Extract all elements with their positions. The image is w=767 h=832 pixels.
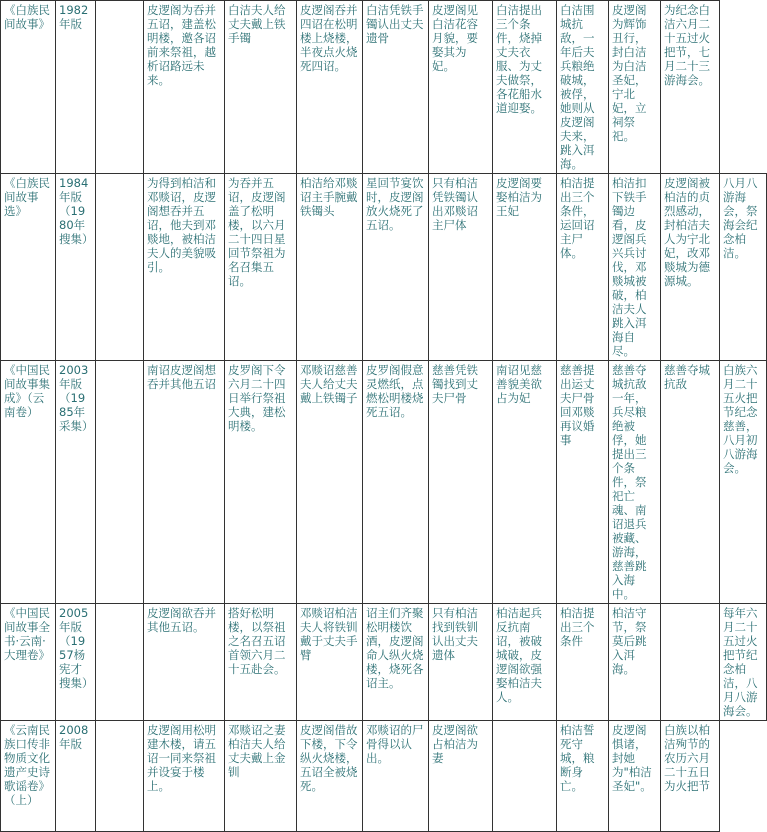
table-cell: 皮逻阁用松明建木楼，请五诏一同来祭祖并设宴于楼上。: [144, 721, 225, 832]
table-cell: 《白族民间故事》: [1, 1, 56, 174]
table-cell: 2005年版（1957杨宪才搜集）: [56, 604, 96, 721]
table-cell: 皮逻阁见白洁花容月貌，要娶其为妃。: [429, 1, 493, 174]
table-cell: [493, 721, 557, 832]
table-cell: 为吞并五诏，皮逻阁盖了松明楼，以六月二十四日星回节祭祖为名召集五诏。: [225, 174, 297, 361]
table-cell: 为得到柏洁和邓赕诏，皮逻阁想吞并五诏，他夫到邓赕地，被柏洁夫人的美貌吸引。: [144, 174, 225, 361]
table-cell: 皮逻阁被柏洁的贞烈感动，封柏洁夫人为宁北妃，改邓赕城为德源城。: [661, 174, 720, 361]
table-cell: 皮逻阁欲吞并其他五诏。: [144, 604, 225, 721]
table-row: [1, 721, 767, 832]
table-cell: 八月八游海会，祭海会纪念柏洁。: [720, 174, 767, 361]
table-cell: 1982年版: [56, 1, 96, 174]
table-cell: 皮罗阁假意灵燃纸，点燃松明楼烧死五诏。: [363, 361, 429, 604]
table-cell: 星回节宴饮时，皮逻阁放火烧死了五诏。: [363, 174, 429, 361]
table-cell: 柏洁提出三个条件，运回诏主尸体。: [557, 174, 609, 361]
table-cell: 白族以柏洁殉节的农历六月二十五日为火把节: [661, 721, 720, 832]
table-cell: 白洁围城抗敌，一年后夫兵粮绝破城，被俘，她则从皮逻阁夫来，跳入洱海。: [557, 1, 609, 174]
table-cell: 邓赕诏之妻柏洁夫人给丈夫戴上金钏: [225, 721, 297, 832]
table-cell: 南诏见慈善貌美欲占为妃: [493, 361, 557, 604]
table-cell: 柏洁守节，祭莫后跳入洱海。: [609, 604, 661, 721]
table-cell: 柏洁起兵反抗南诏，被破城破，皮逻阁欲强娶柏洁夫人。: [493, 604, 557, 721]
table-cell: 皮逻阁为辉饰丑行，封白洁为白洁圣妃，宁北妃，立祠祭祀。: [609, 1, 661, 174]
table-cell: 《白族民间故事选》: [1, 174, 56, 361]
table-cell: 邓赕诏慈善夫人给丈夫戴上铁镯子: [297, 361, 363, 604]
table-cell: [96, 361, 144, 604]
table-cell: [96, 721, 144, 832]
table-cell: 只有柏洁凭铁镯认出邓赕诏主尸体: [429, 174, 493, 361]
table-cell: [96, 1, 144, 174]
table-cell: 慈善凭铁镯找到丈夫尸骨: [429, 361, 493, 604]
table-cell: 皮逻阁欲占柏洁为妻: [429, 721, 493, 832]
table-row: [1, 1, 767, 174]
table-cell: 慈善夺城抗敌: [661, 361, 720, 604]
table-cell: 《中国民间故事集成》（云南卷）: [1, 361, 56, 604]
table-cell: 诏主们齐聚松明楼饮酒，皮逻阁命人纵火烧楼，烧死各诏主。: [363, 604, 429, 721]
table-cell: 2003年版（1985年采集）: [56, 361, 96, 604]
table-cell: [96, 604, 144, 721]
table-cell: 搭好松明楼，以祭祖之名召五诏首领六月二十五赴会。: [225, 604, 297, 721]
table-cell: 白洁提出三个条件，烧掉丈夫衣服、为丈夫做祭，各花船水道迎娶。: [493, 1, 557, 174]
table-cell: 皮逻阁为吞并五诏，建盖松明楼，邀各诏前来祭祖，越析诏路远未来。: [144, 1, 225, 174]
table-cell: 邓赕诏柏洁夫人将铁钏戴于丈夫手臂: [297, 604, 363, 721]
table-cell: 慈善提出运丈夫尸骨回邓赕再议婚事: [557, 361, 609, 604]
table-cell: 柏洁扣下铁手镯边看，皮逻阁兵兴兵讨伐，邓赕城被破，柏洁夫人跳入洱海自尽。: [609, 174, 661, 361]
table-cell: 为纪念白洁六月二十五过火把节，七月二十三游海会。: [661, 1, 720, 174]
table-cell: 2008年版: [56, 721, 96, 832]
table-cell: 只有柏洁找到铁钏认出丈夫遗体: [429, 604, 493, 721]
table-cell: 《中国民间故事全书·云南·大理卷》: [1, 604, 56, 721]
table-cell: 1984年版（1980年搜集）: [56, 174, 96, 361]
table-cell: 南诏皮逻阁想吞并其他五诏: [144, 361, 225, 604]
table-cell: 皮罗阁下令六月二十四日举行祭祖大典，建松明楼。: [225, 361, 297, 604]
table-cell: 白洁夫人给丈夫戴上铁手镯: [225, 1, 297, 174]
table-cell: 慈善夺城抗敌一年，兵尽粮绝被俘，她提出三个条件，祭祀亡魂、南诏退兵被藏、游海，慈善跳入海中。: [609, 361, 661, 604]
table-cell: 柏洁提出三个条件: [557, 604, 609, 721]
table-cell: 皮逻阁吞并四诏在松明楼上烧楼，半夜点火烧死四诏。: [297, 1, 363, 174]
table-cell: 每年六月二十五过火把节纪念柏洁，八月八游海会。: [720, 604, 767, 721]
table-row: [1, 604, 767, 721]
table-cell: 皮逻阁借故下楼，下令纵火烧楼，五诏全被烧死。: [297, 721, 363, 832]
table-cell: 白洁凭铁手镯认出丈夫遗骨: [363, 1, 429, 174]
table-row: [1, 361, 767, 604]
table-cell: 柏洁给邓赕诏主手腕戴铁镯头: [297, 174, 363, 361]
table-cell: 皮逻阁要娶柏洁为王妃: [493, 174, 557, 361]
table-cell: 柏洁誓死守城，粮断身亡。: [557, 721, 609, 832]
table-cell: 皮逻阁惧诸，封她为"柏洁圣妃"。: [609, 721, 661, 832]
table-cell: [661, 604, 720, 721]
table-row: [1, 174, 767, 361]
table-cell: 白族六月二十五火把节纪念慈善，八月初八游海会。: [720, 361, 767, 604]
table-cell: 邓赕诏的尸骨得以认出。: [363, 721, 429, 832]
table-cell: 《云南民族口传非物质文化遗产史诗歌谣卷》（上）: [1, 721, 56, 832]
table-cell: [96, 174, 144, 361]
